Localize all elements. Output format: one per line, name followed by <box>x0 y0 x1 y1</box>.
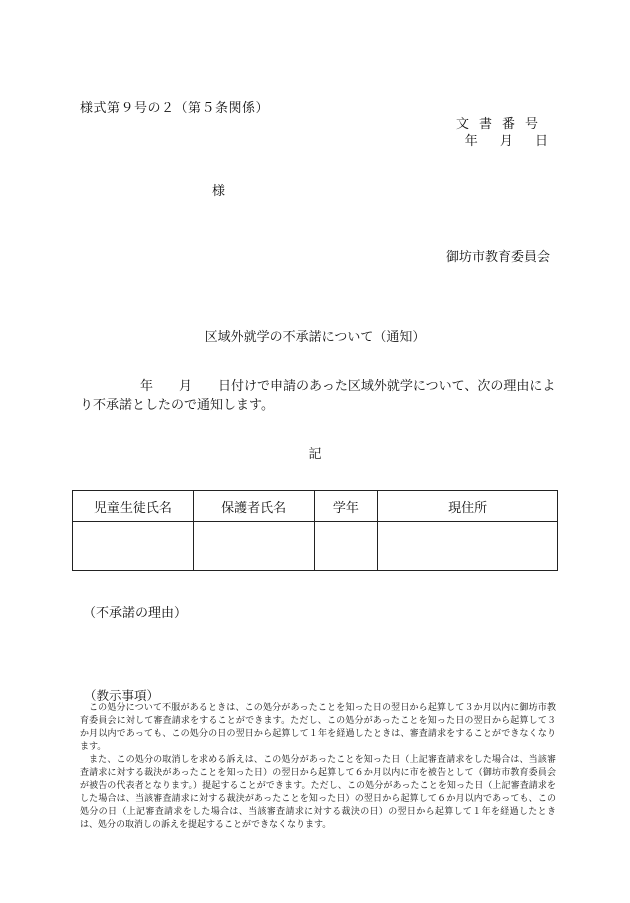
ki-heading: 記 <box>308 447 322 462</box>
body-year: 年 <box>140 379 154 394</box>
document-title: 区域外就学の不承諾について（通知） <box>204 330 426 345</box>
student-info-table <box>72 490 558 571</box>
cell-grade <box>314 522 378 571</box>
notice-title: （教示事項） <box>84 688 160 703</box>
cell-student-name <box>73 522 194 571</box>
table-header-row <box>73 491 558 522</box>
body-paragraph <box>80 377 560 415</box>
body-month: 月 <box>179 379 193 394</box>
reason-label: （不承諾の理由） <box>83 606 188 621</box>
addressee-suffix: 様 <box>212 184 226 199</box>
table-row <box>73 522 558 571</box>
col-address: 現住所 <box>378 491 558 522</box>
document-number-label: 文書番号 <box>455 117 548 132</box>
notice-paragraph: また、この処分の取消しを求める訴えは、この処分があったことを知った日（上記審査請求をした場合は、当該審査請求に対する裁決があったことを知った日）の翌日から起算して６か月以内に市を被告として（御坊市教育委員会が被告の代表者となります。）提起することができます。ただし、この処分があったことを知った日（上記審査請求をした場合は、当該審査請求に対する裁決があったことを知った日）の翌日から起算して６か月以内であっても、この処分の日（上記審査請求をした場合は、当該審査請求に対する裁決の日）の翌日から起算して１年を経過したときは、処分の取消しの訴えを提起することができなくなります。 <box>80 755 556 830</box>
cell-guardian-name <box>193 522 314 571</box>
notice-paragraph: この処分について不服があるときは、この処分があったことを知った日の翌日から起算して３か月以内に御坊市教育委員会に対して審査請求をすることができます。ただし、この処分があったことを知った日の翌日から起算して３か月以内であっても、この処分の日の翌日から起算して１年を経過したときは、審査請求をすることができなくなります。 <box>80 703 556 752</box>
body-text: 日付けで申請のあった区域外就学について、次の理由により不承諾としたので通知します。 <box>80 379 556 413</box>
sender-name: 御坊市教育委員会 <box>445 250 550 265</box>
col-guardian-name: 保護者氏名 <box>193 491 314 522</box>
col-student-name: 児童生徒氏名 <box>73 491 194 522</box>
cell-address <box>378 522 558 571</box>
form-number: 様式第９号の２（第５条関係） <box>80 101 270 116</box>
col-grade: 学年 <box>314 491 378 522</box>
date-line: 年 月 日 <box>464 134 548 149</box>
notice-text <box>80 702 556 832</box>
